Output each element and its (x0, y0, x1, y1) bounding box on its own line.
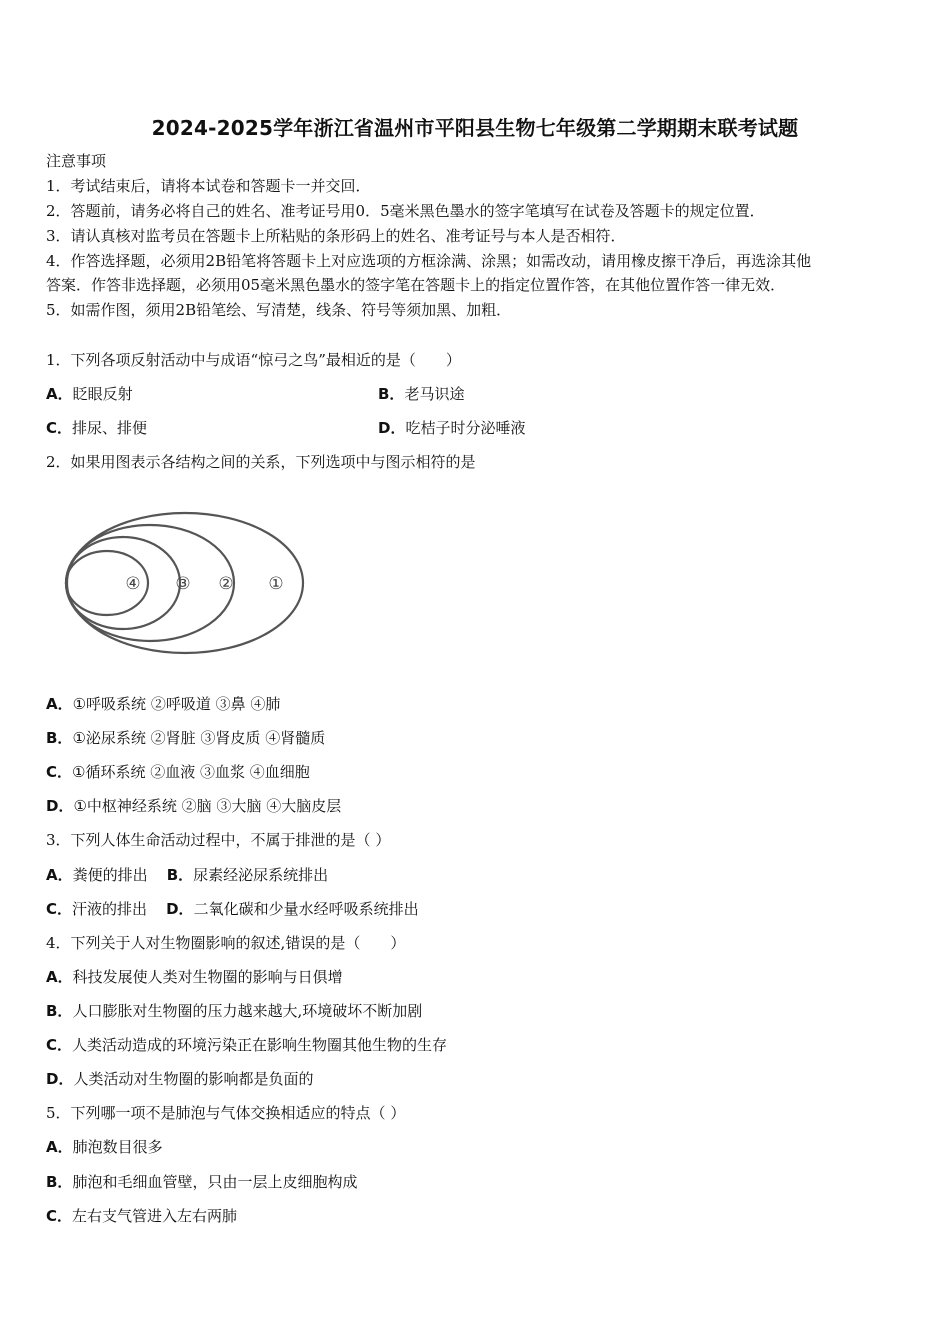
option-text: ①中枢神经系统 ②脑 ③大脑 ④大脑皮层 (73, 797, 342, 815)
notice-item-5: 5．如需作图，须用2B铅笔绘、写清楚，线条、符号等须加黑、加粗． (46, 301, 512, 319)
option-label: B． (46, 1173, 73, 1191)
question-4-stem: 4．下列关于人对生物圈影响的叙述,错误的是（ ） (46, 934, 406, 952)
option-label: A． (46, 385, 73, 403)
question-2-stem: 2．如果用图表示各结构之间的关系，下列选项中与图示相符的是 (46, 453, 476, 471)
option-text: 肺泡数目很多 (72, 1138, 163, 1156)
question-5-stem: 5．下列哪一项不是肺泡与气体交换相适应的特点（ ） (46, 1104, 406, 1122)
option-label: D． (166, 900, 194, 918)
option-label: A． (46, 968, 73, 986)
notice-item-4-cont: 答案．作答非选择题，必须用05毫米黑色墨水的签字笔在答题卡上的指定位置作答，在其他位置作答一律无效． (46, 276, 786, 294)
q4-option-a[interactable] (46, 967, 343, 987)
option-label: A． (46, 1138, 73, 1156)
diagram-label-4: ④ (125, 574, 141, 594)
option-text: 人类活动造成的环境污染正在影响生物圈其他生物的生存 (72, 1036, 448, 1054)
q4-option-b[interactable] (46, 1001, 422, 1021)
notice-heading: 注意事项 (46, 152, 107, 170)
option-label: C． (46, 1207, 73, 1225)
q1-option-a[interactable] (46, 384, 133, 404)
option-label: D． (46, 797, 74, 815)
q3-options-row-2 (46, 899, 419, 919)
option-text: ①循环系统 ②血液 ③血浆 ④血细胞 (72, 763, 310, 781)
q1-option-c[interactable] (46, 418, 147, 438)
option-text: 眨眼反射 (72, 385, 133, 403)
question-1-stem: 1．下列各项反射活动中与成语“惊弓之鸟”最相近的是（ ） (46, 351, 461, 369)
page-title: 2024-2025学年浙江省温州市平阳县生物七年级第二学期期末联考试题 (151, 116, 799, 140)
q2-option-d[interactable] (46, 796, 341, 816)
q3-options-row-1 (46, 865, 328, 885)
option-text: 左右支气管进入左右两肺 (72, 1207, 238, 1225)
option-label: A． (46, 695, 73, 713)
option-label: B． (166, 866, 194, 884)
option-label: C． (46, 1036, 73, 1054)
q3-option-a[interactable] (46, 866, 148, 884)
option-label: C． (46, 419, 73, 437)
option-text: 老马识途 (404, 385, 465, 403)
option-text: 尿素经泌尿系统排出 (193, 866, 329, 884)
option-label: B． (378, 385, 405, 403)
q5-option-b[interactable] (46, 1172, 357, 1192)
q3-option-c[interactable] (46, 900, 147, 918)
option-text: 人类活动对生物圈的影响都是负面的 (73, 1070, 314, 1088)
option-text: 科技发展使人类对生物圈的影响与日俱增 (72, 968, 343, 986)
q2-option-b[interactable] (46, 728, 325, 748)
option-label: B． (46, 1002, 73, 1020)
q2-option-a[interactable] (46, 694, 280, 714)
q4-option-d[interactable] (46, 1069, 313, 1089)
notice-item-4: 4．作答选择题，必须用2B铅笔将答题卡上对应选项的方框涂满、涂黑；如需改动，请用橡皮擦干净后，再选涂其他 (46, 252, 812, 270)
diagram-label-3: ③ (175, 574, 191, 594)
q2-option-c[interactable] (46, 762, 310, 782)
option-text: 排尿、排便 (72, 419, 148, 437)
notice-item-3: 3．请认真核对监考员在答题卡上所粘贴的条形码上的姓名、准考证号与本人是否相符． (46, 227, 626, 245)
q5-option-a[interactable] (46, 1137, 163, 1157)
nested-ellipses-diagram (60, 505, 310, 665)
q1-option-b[interactable] (378, 384, 464, 404)
q3-option-b[interactable] (167, 866, 328, 884)
q3-option-d[interactable] (166, 900, 418, 918)
option-label: D． (46, 1070, 74, 1088)
option-text: 粪便的排出 (72, 866, 148, 884)
question-3-stem: 3．下列人体生命活动过程中，不属于排泄的是（ ） (46, 831, 391, 849)
diagram-label-1: ① (268, 574, 284, 594)
notice-item-1: 1．考试结束后，请将本试卷和答题卡一并交回． (46, 177, 371, 195)
option-text: ①泌尿系统 ②肾脏 ③肾皮质 ④肾髓质 (72, 729, 326, 747)
q5-option-c[interactable] (46, 1206, 237, 1226)
option-text: 二氧化碳和少量水经呼吸系统排出 (193, 900, 419, 918)
ellipse-3 (66, 537, 180, 629)
option-label: B． (46, 729, 73, 747)
option-text: 吃桔子时分泌唾液 (405, 419, 526, 437)
q1-option-d[interactable] (378, 418, 525, 438)
option-label: D． (378, 419, 406, 437)
notice-item-2: 2．答题前，请务必将自己的姓名、准考证号用0．5毫米黑色墨水的签字笔填写在试卷及答题卡的规定位置． (46, 202, 765, 220)
option-text: 人口膨胀对生物圈的压力越来越大,环境破坏不断加剧 (72, 1002, 423, 1020)
option-text: 肺泡和毛细血管壁，只由一层上皮细胞构成 (72, 1173, 358, 1191)
diagram-label-2: ② (218, 574, 234, 594)
option-label: C． (46, 900, 73, 918)
option-text: ①呼吸系统 ②呼吸道 ③鼻 ④肺 (72, 695, 281, 713)
option-label: C． (46, 763, 73, 781)
option-text: 汗液的排出 (72, 900, 148, 918)
option-label: A． (46, 866, 73, 884)
q4-option-c[interactable] (46, 1035, 447, 1055)
